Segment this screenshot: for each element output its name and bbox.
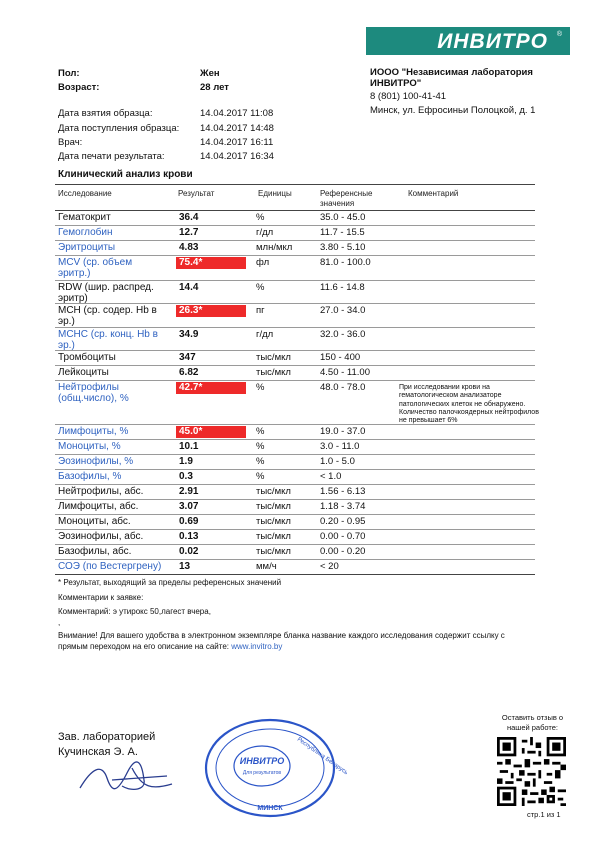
table-top-rule xyxy=(55,184,535,185)
round-stamp xyxy=(202,716,349,820)
test-units: г/дл xyxy=(256,329,274,340)
test-result: 10.1 xyxy=(179,441,199,452)
test-units: % xyxy=(256,282,265,293)
test-reference: 11.7 - 15.5 xyxy=(320,227,365,238)
table-row xyxy=(55,241,535,256)
sex-label: Пол: xyxy=(58,68,80,79)
meta-label: Врач: xyxy=(58,137,83,148)
test-name-link[interactable]: Эритроциты xyxy=(58,242,116,253)
org-address: Минск, ул. Ефросиньи Полоцкой, д. 1 xyxy=(370,105,536,116)
test-reference: 27.0 - 34.0 xyxy=(320,305,366,316)
table-row xyxy=(55,530,535,545)
test-name-link[interactable]: Эозинофилы, % xyxy=(58,456,134,467)
test-name-line2: эритр) xyxy=(58,293,88,304)
test-result: 2.91 xyxy=(179,486,199,497)
test-units: тыс/мкл xyxy=(256,501,291,512)
org-name-line2: ИНВИТРО" xyxy=(370,78,422,89)
meta-value: 14.04.2017 16:34 xyxy=(200,151,274,162)
signature-title: Зав. лабораторией xyxy=(58,731,156,743)
test-name: Базофилы, абс. xyxy=(58,546,132,557)
registered-mark: ® xyxy=(556,31,562,38)
test-reference: 3.80 - 5.10 xyxy=(320,242,366,253)
test-name-line1: MCH (ср. содер. Hb в xyxy=(58,305,157,316)
test-result: 0.3 xyxy=(179,471,193,482)
test-result: 0.13 xyxy=(179,531,199,542)
test-reference: 35.0 - 45.0 xyxy=(320,212,366,223)
test-name-line1: RDW (шир. распред. xyxy=(58,282,154,293)
table-row xyxy=(55,560,535,575)
site-link[interactable]: www.invitro.by xyxy=(231,642,283,651)
test-reference: 0.00 - 0.70 xyxy=(320,531,366,542)
header-ref-line1: Референсные xyxy=(320,189,373,198)
logo-text: ИНВИТРО xyxy=(437,30,548,53)
table-row xyxy=(55,500,535,515)
test-result: 347 xyxy=(179,352,196,363)
test-units: г/дл xyxy=(256,227,274,238)
test-units: % xyxy=(256,426,265,437)
meta-value: 14.04.2017 14:48 xyxy=(200,123,274,134)
table-row xyxy=(55,366,535,381)
test-result: 13 xyxy=(179,561,191,572)
table-row xyxy=(55,211,535,226)
test-name: Нейтрофилы, абс. xyxy=(58,486,144,497)
test-result: 6.82 xyxy=(179,367,199,378)
test-units: мм/ч xyxy=(256,561,277,572)
signature-name: Кучинская Э. А. xyxy=(58,746,138,758)
test-name-link[interactable]: Лимфоциты, % xyxy=(58,426,129,437)
test-name-line2: эр.) xyxy=(58,340,75,351)
test-name-line1: MCV (ср. объем xyxy=(58,257,133,268)
notice-text: Внимание! Для вашего удобства в электронном экземпляре бланка название каждого исследования содержит ссылку с прямым переходом на его описание на сайте: xyxy=(58,631,505,651)
test-reference: < 20 xyxy=(320,561,339,572)
header-ref-line2: значения xyxy=(320,199,355,208)
test-result: 3.07 xyxy=(179,501,199,512)
table-row xyxy=(55,256,535,281)
test-result: 36.4 xyxy=(179,212,199,223)
comment-line: Количество палочкоядерных нейтрофилов xyxy=(399,408,539,416)
test-reference: 19.0 - 37.0 xyxy=(320,426,366,437)
test-result: 14.4 xyxy=(179,282,199,293)
test-name: Эозинофилы, абс. xyxy=(58,531,144,542)
test-reference: 1.18 - 3.74 xyxy=(320,501,366,512)
test-reference: 1.0 - 5.0 xyxy=(320,456,355,467)
test-reference: 0.20 - 0.95 xyxy=(320,516,366,527)
age-label: Возраст: xyxy=(58,82,100,93)
table-row xyxy=(55,485,535,500)
test-units: тыс/мкл xyxy=(256,486,291,497)
comma: , xyxy=(58,618,61,627)
table-row xyxy=(55,440,535,455)
table-row xyxy=(55,545,535,560)
test-name-link[interactable]: Моноциты, % xyxy=(58,441,121,452)
stamp-top-text: Республика Беларусь xyxy=(295,736,349,777)
test-result: 12.7 xyxy=(179,227,199,238)
table-row xyxy=(55,470,535,485)
test-name xyxy=(58,282,173,304)
meta-label: Дата поступления образца: xyxy=(58,123,180,134)
test-reference: 0.00 - 0.20 xyxy=(320,546,366,557)
test-units: % xyxy=(256,441,265,452)
table-row xyxy=(55,381,539,425)
test-reference: 4.50 - 11.00 xyxy=(320,367,371,378)
meta-value: 14.04.2017 11:08 xyxy=(200,108,274,119)
test-units: фл xyxy=(256,257,270,268)
qr-code[interactable] xyxy=(497,737,566,806)
test-name-link[interactable]: Базофилы, % xyxy=(58,471,122,482)
test-units: % xyxy=(256,456,265,467)
test-name-line1: MCHC (ср. конц. Hb в xyxy=(58,329,158,340)
test-name: Лейкоциты xyxy=(58,367,109,378)
stamp-bottom-text: МИНСК xyxy=(257,805,283,812)
header-test: Исследование xyxy=(58,189,112,198)
page-number: стр.1 из 1 xyxy=(527,810,561,819)
test-name: Лимфоциты, абс. xyxy=(58,501,139,512)
table-row xyxy=(55,281,535,304)
test-units: тыс/мкл xyxy=(256,516,291,527)
invitro-logo xyxy=(366,27,570,55)
test-name: Гематокрит xyxy=(58,212,111,223)
test-reference: 32.0 - 36.0 xyxy=(320,329,366,340)
test-reference: 3.0 - 11.0 xyxy=(320,441,360,452)
test-name-link[interactable]: СОЭ (по Вестергрену) xyxy=(58,561,162,572)
table-row xyxy=(55,226,535,241)
test-units: % xyxy=(256,382,265,393)
stamp-small-text: Для результатов xyxy=(242,770,282,776)
test-units: млн/мкл xyxy=(256,242,293,253)
header-units: Единицы xyxy=(258,189,292,198)
test-reference: 11.6 - 14.8 xyxy=(320,282,365,293)
test-name-link[interactable]: Гемоглобин xyxy=(58,227,113,238)
comment-line: патологических клеток не обнаружено. xyxy=(399,400,526,408)
comment-line: не превышает 6% xyxy=(399,417,458,425)
comment-text: Комментарий: э утирокс 50,лагест вчера, xyxy=(58,607,211,616)
test-result-flagged: 42.7* xyxy=(176,382,246,394)
table-row xyxy=(55,455,535,470)
test-name-line2: эритр.) xyxy=(58,268,91,279)
test-result-flagged: 45.0* xyxy=(176,426,246,438)
test-result: 0.69 xyxy=(179,516,199,527)
test-name-link[interactable] xyxy=(58,329,173,351)
table-row xyxy=(55,515,535,530)
org-phone: 8 (801) 100-41-41 xyxy=(370,91,447,102)
test-units: тыс/мкл xyxy=(256,352,291,363)
stamp-center-text: ИНВИТРО xyxy=(239,756,285,766)
org-name-line1: ИООО "Независимая лаборатория xyxy=(370,67,533,78)
table-row xyxy=(55,425,535,440)
test-reference: 81.0 - 100.0 xyxy=(320,257,371,268)
test-units: тыс/мкл xyxy=(256,367,291,378)
test-name-link[interactable] xyxy=(58,257,173,279)
test-reference: 1.56 - 6.13 xyxy=(320,486,366,497)
meta-value: 14.04.2017 16:11 xyxy=(200,137,274,148)
test-name: Моноциты, абс. xyxy=(58,516,131,527)
test-name-line2: (общ.число), % xyxy=(58,393,129,404)
test-result: 34.9 xyxy=(179,329,199,340)
age-value: 28 лет xyxy=(200,82,229,93)
test-result: 4.83 xyxy=(179,242,199,253)
comment-line: При исследовании крови на xyxy=(399,384,490,391)
comments-header: Комментарии к заявке: xyxy=(58,593,144,602)
section-title: Клинический анализ крови xyxy=(58,169,193,180)
test-name-link[interactable] xyxy=(58,382,173,404)
test-name: Тромбоциты xyxy=(58,352,116,363)
test-comment xyxy=(399,384,539,425)
meta-label: Дата взятия образца: xyxy=(58,108,153,119)
test-reference: 48.0 - 78.0 xyxy=(320,382,366,393)
test-reference: 150 - 400 xyxy=(320,352,361,363)
test-units: % xyxy=(256,212,265,223)
test-units: тыс/мкл xyxy=(256,546,291,557)
test-units: пг xyxy=(256,305,265,316)
test-name-line1: Нейтрофилы xyxy=(58,382,119,393)
test-result: 1.9 xyxy=(179,456,193,467)
test-result-flagged: 26.3* xyxy=(176,305,246,317)
test-result: 0.02 xyxy=(179,546,199,557)
test-units: тыс/мкл xyxy=(256,531,291,542)
test-reference: < 1.0 xyxy=(320,471,342,482)
test-name xyxy=(58,305,173,327)
notice xyxy=(58,630,528,652)
comment-line: гематологическом анализаторе xyxy=(399,392,502,400)
qr-caption: Оставить отзыв о нашей работе: xyxy=(501,713,564,732)
test-name-line2: эр.) xyxy=(58,316,75,327)
handwritten-signature xyxy=(72,758,182,798)
header-result: Результат xyxy=(178,189,215,198)
header-comment: Комментарий xyxy=(408,189,459,198)
meta-label: Дата печати результата: xyxy=(58,151,165,162)
table-row xyxy=(55,328,535,351)
table-row xyxy=(55,351,535,366)
table-row xyxy=(55,304,535,328)
test-units: % xyxy=(256,471,265,482)
footnote: * Результат, выходящий за пределы референсных значений xyxy=(58,578,282,587)
test-result-flagged: 75.4* xyxy=(176,257,246,269)
sex-value: Жен xyxy=(200,68,220,79)
